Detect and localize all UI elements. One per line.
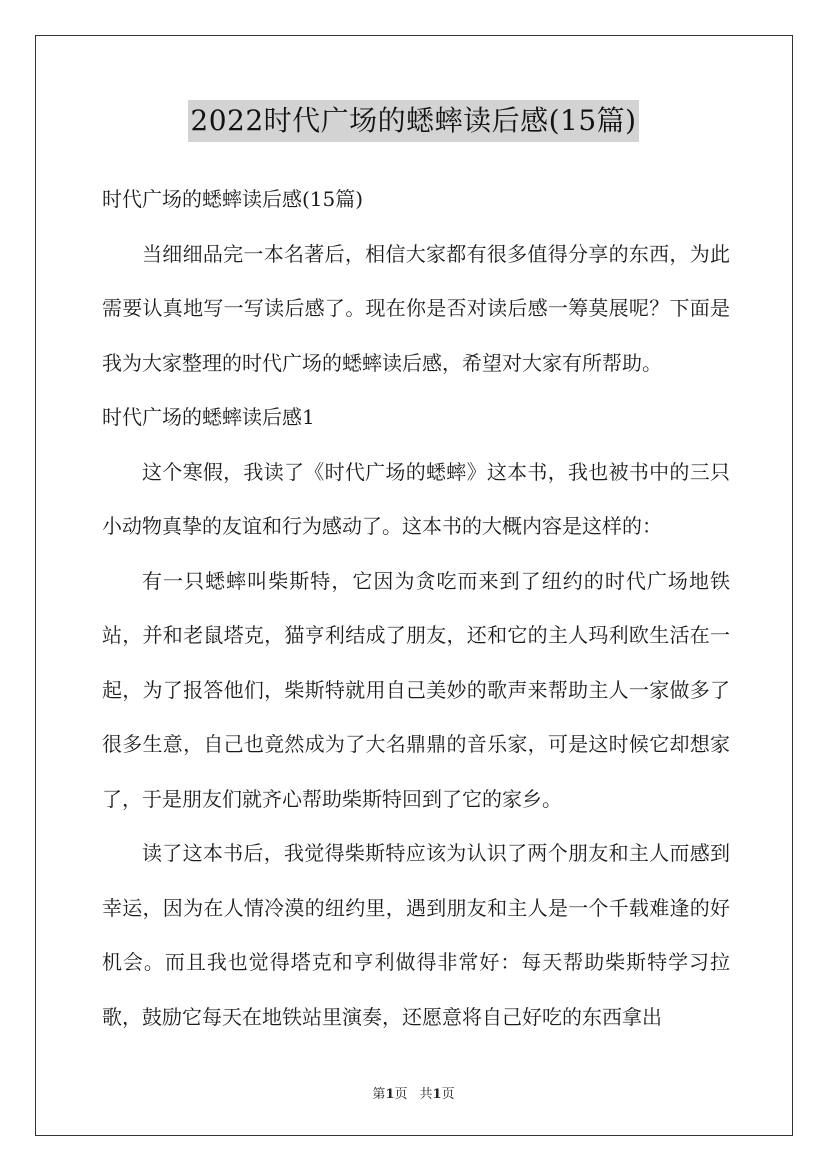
section-heading: 时代广场的蟋蟀读后感1 — [102, 405, 315, 429]
page-number: 第1页 — [372, 1087, 408, 1102]
body-paragraph: 有一只蟋蟀叫柴斯特，它因为贪吃而来到了纽约的时代广场地铁站，并和老鼠塔克，猫亨利结成了朋友，还和它的主人玛利欧生活在一起，为了报答他们，柴斯特就用自己美妙的歌声来帮助主人一家做多了很多生意，自己也竟然成为了大名鼎鼎的音乐家，可是这时候它却想家了，于是朋友们就齐心帮助柴斯特回到了它的家乡。 — [102, 568, 730, 811]
page-footer — [0, 1083, 827, 1102]
body-paragraph: 读了这本书后，我觉得柴斯特应该为认识了两个朋友和主人而感到幸运，因为在人情冷漠的纽约里，遇到朋友和主人是一个千载难逢的好机会。而且我也觉得塔克和亨利做得非常好：每天帮助柴斯特学习拉歌，鼓励它每天在地铁站里演奏，还愿意将自己好吃的东西拿出 — [102, 841, 730, 1029]
body-paragraph: 这个寒假，我读了《时代广场的蟋蟀》这本书，我也被书中的三只小动物真挚的友谊和行为感动了。这本书的大概内容是这样的： — [102, 459, 730, 538]
document-body — [102, 172, 730, 1044]
total-pages: 共1页 — [419, 1087, 455, 1102]
document-title: 2022时代广场的蟋蟀读后感(15篇) — [188, 100, 638, 142]
intro-paragraph: 当细细品完一本名著后，相信大家都有很多值得分享的东西，为此需要认真地写一写读后感了。现在你是否对读后感一筹莫展呢？下面是我为大家整理的时代广场的蟋蟀读后感，希望对大家有所帮助。 — [102, 241, 730, 375]
document-subtitle: 时代广场的蟋蟀读后感(15篇) — [102, 187, 364, 211]
title-container — [0, 100, 827, 142]
